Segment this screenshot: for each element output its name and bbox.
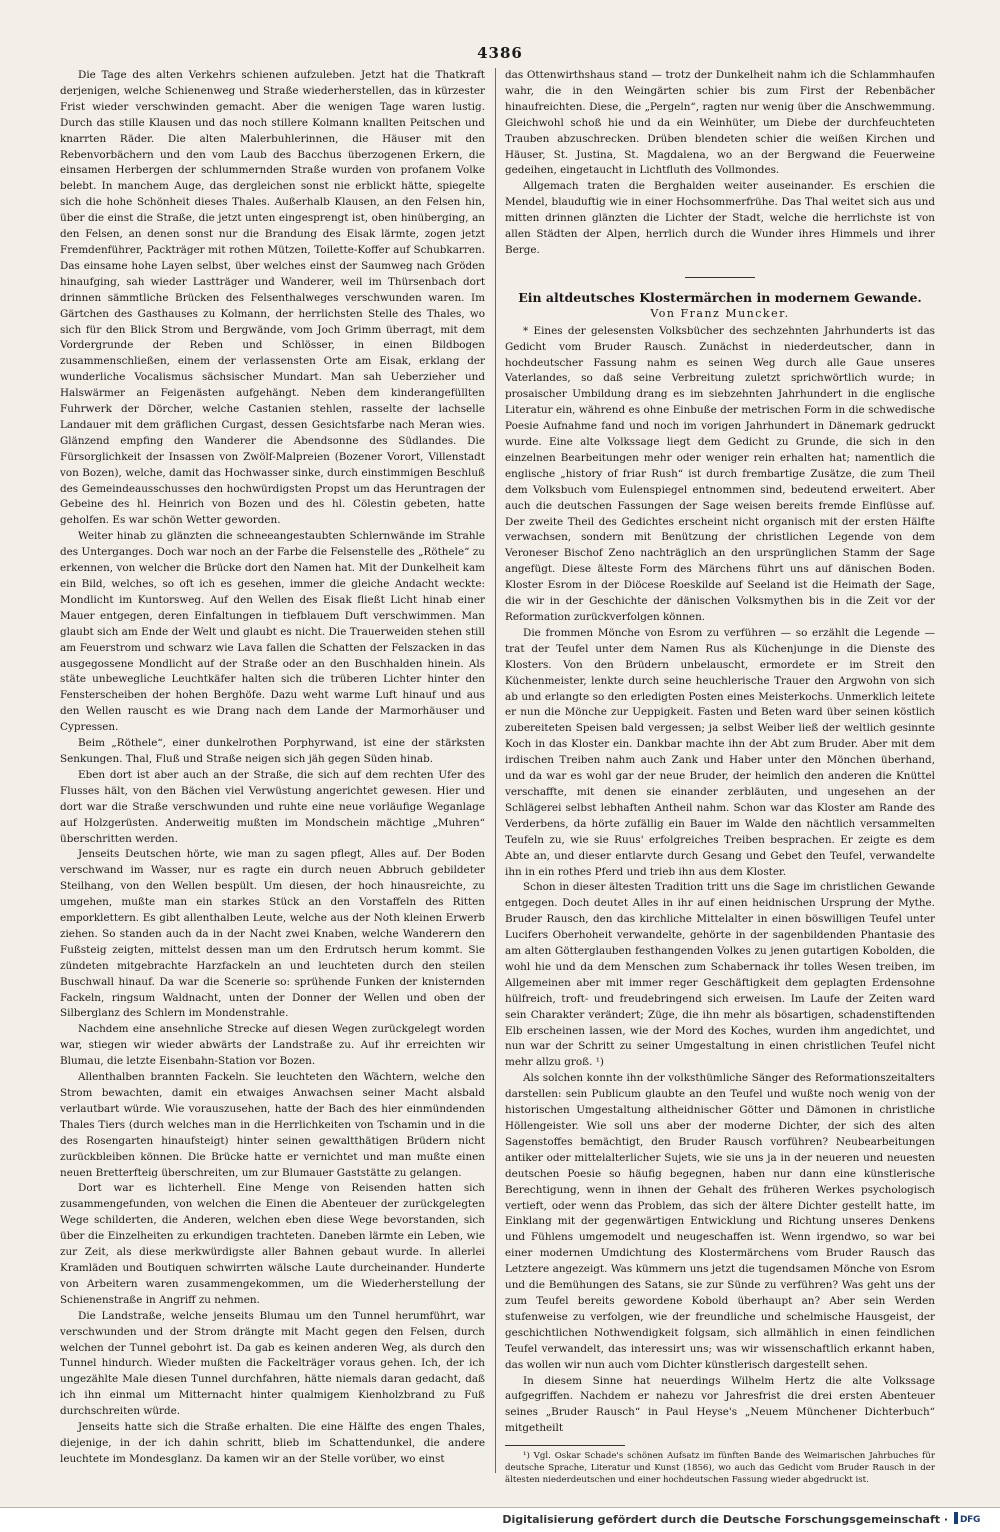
- paragraph: Allenthalben brannten Fackeln. Sie leuchteten den Wächtern, welche den Strom bewachten, damit ein etwaiges Anwachsen seiner Macht alsbald verlautbart würde. Wie vorauszusehen, hatte der Bach des hier einmündenden Thales Tiers (durch welches man in die Herrlichkeiten von Tschamin und in die des Rosengarten hinaufsteigt) hinter seinen gewaltthätigen Brüdern nicht zurückbleiben können. Die Brücke hatte er vernichtet und man mußte einen neuen Bretterfteig überschreiten, um zur Blumauer Gaststätte zu gelangen.: [60, 1071, 485, 1179]
- digitization-footer: [0, 1507, 1000, 1532]
- paragraph: Beim „Röthele“, einer dunkelrothen Porphyrwand, ist eine der stärksten Senkungen. Thal, Fluß und Straße neigen sich jäh gegen Süden hinab.: [60, 737, 485, 765]
- column-divider: [495, 68, 496, 1473]
- article-author: Von Franz Muncker.: [650, 306, 790, 320]
- paragraph: Dort war es lichterhell. Eine Menge von Reisenden hatten sich zusammengefunden, von welchen die Einen die Abenteuer der zurückgelegten Wege schilderten, die Anderen, welchen eben diese Wege bevorstanden, sich über die Einzelheiten zu erkundigen trachteten. Daneben lärmte ein Leben, wie zur Zeit, als diese merkwürdigste aller Bahnen gebaut wurde. In allerlei Kramläden und Boutiquen schwirrten wälsche Laute durcheinander. Hunderte von Arbeitern waren zusammengekommen, um die Wiederherstellung der Schienenstraße in Angriff zu nehmen.: [60, 1182, 485, 1306]
- footnote: ¹) Vgl. Oskar Schade's schönen Aufsatz im fünften Bande des Weimarischen Jahrbuches für deutsche Sprache, Literatur und Kunst (1856), wo auch das Gedicht vom Bruder Rausch in der ältesten niederdeutschen und einer hochdeutschen Fassung wieder abgedruckt ist.: [505, 1451, 935, 1486]
- paragraph: Jenseits hatte sich die Straße erhalten. Die eine Hälfte des engen Thales, diejenige, in der ich dahin schritt, blieb im Schattendunkel, die andere leuchtete im Mondesglanz. Da kamen wir an der Stelle vorüber, wo einst: [60, 1421, 485, 1465]
- left-column: [60, 68, 485, 1468]
- paragraph: Die Tage des alten Verkehrs schienen aufzuleben. Jetzt hat die Thatkraft derjenigen, welche Schienenweg und Straße wiederherstellen, das in kürzester Frist wieder verschwinden gemacht. Aber die wenigen Tage waren lustig. Durch das stille Klausen und das noch stillere Kolmann knallten Peitschen und knarrten Räder. Die alten Malerbuhlerinnen, die Häuser mit den Rebenvorbächern und den vom Laub des Bacchus überzogenen Erkern, die einsamen Herbergen der schlummernden Straße wurden von profanem Volke belebt. In manchem Auge, das dergleichen sonst nie erblickt hätte, spiegelte sich die hohe Schönheit dieses Thales. Außerhalb Klausen, an den Felsen hin, über die einst die Straße, die jetzt unten eingesprengt ist, oben hinüberging, an den Felsen, an denen sonst nur die Brandung des Eisak lärmte, zogen jetzt Fremdenführer, Packträger mit rothen Mützen, Toilette-Koffer auf Schubkarren. Das einsame hohe Layen selbst, über welches einst der Saumweg nach Gröden hinaufging, sah wieder Lastträger und Wanderer, weil im Thürsenbach dort drinnen sämmtliche Brücken des Felsenthalweges verschwunden waren. Im Gärtchen des Gasthauses zu Kolmann, der herrlichsten Stelle des Thales, wo sich für den Blick Strom und Bergwände, vom Joch Grimm überragt, mit dem Vordergrunde der Reben und Schlösser, in einen Bildbogen zusammenschließen, einem der verlassensten Orte am Eisak, erklang der wunderliche Vocalismus sächsischer Mundart. Man sah Ueberzieher und Halswärmer an Feigenästen aufgehängt. Neben dem kinderangefüllten Fuhrwerk der Dörcher, welche Castanien stehlen, rasselte der lachselle Landauer mit dem gräflichen Curgast, dessen Gesichtsfarbe nach Meran wies. Glänzend empfing den Wanderer die Abendsonne des Südlandes. Die Fürsorglichkeit der Insassen von Zwölf-Malpreien (Bozener Vorort, Villenstadt von Bozen), welche, damit das Hochwasser sinke, durch einstimmigen Beschluß des Gemeindeausschusses den hochwürdigsten Propst um das Heruntragen der Gebeine des hl. Heinrich von Bozen und des hl. Cölestin gebeten, hatte geholfen. Es war schön Wetter geworden.: [60, 69, 485, 527]
- article-title: Ein altdeutsches Klostermärchen in modernem Gewande.: [518, 289, 922, 305]
- paragraph: Allgemach traten die Berghalden weiter auseinander. Es erschien die Mendel, blauduftig wie in einer Hochsommerfrühe. Das Thal weitet sich aus und mitten drinnen glänzten die Lichter der Stadt, welche die herrlichste ist von allen Städten der Alpen, herrlich durch die Wunder ihres Himmels und ihrer Berge.: [505, 180, 935, 256]
- paragraph: In diesem Sinne hat neuerdings Wilhelm Hertz die alte Volkssage aufgegriffen. Nachdem er nahezu vor Jahresfrist die drei ersten Abenteuer seines „Bruder Rausch“ in Paul Heyse's „Neuem Münchener Dichterbuch“ mitgetheilt: [505, 1374, 935, 1435]
- paragraph: das Ottenwirthshaus stand — trotz der Dunkelheit nahm ich die Schlammhaufen wahr, die in den Weingärten schier bis zum First der Rebenbächer hinaufreichten. Diese, die „Pergeln“, ragten nur wenig über die Anschwemmung. Gleichwohl schoß hie und da ein Weinhüter, um Diebe der durchfeuchteten Trauben abzuschrecken. Drüben blendeten schier die weißen Kirchen und Häuser, St. Justina, St. Magdalena, wo an der Bergwand die Feuerweine gedeihen, eingetaucht in Lichtfluth des Vollmondes.: [505, 69, 935, 177]
- footnote-rule: [505, 1445, 625, 1446]
- paragraph: Die Landstraße, welche jenseits Blumau um den Tunnel herumführt, war verschwunden und der Strom drängte mit Macht gegen den Felsen, durch welchen der Tunnel gebohrt ist. Da gab es keinen anderen Weg, als durch den Tunnel hindurch. Wieder mußten die Fackelträger voraus gehen. Ich, der ich ungezählte Male diesen Tunnel durchfahren, hätte niemals daran gedacht, daß ich ihn einmal um Mitternacht hinter qualmigem Kienholzbrand zu Fuß durchschreiten würde.: [60, 1309, 485, 1418]
- paragraph: Jenseits Deutschen hörte, wie man zu sagen pflegt, Alles auf. Der Boden verschwand im Wasser, nur es ragte ein durch neuen Abbruch gebildeter Steilhang, von den Wellen bespült. Um diesen, der hoch hinausreichte, zu umgehen, mußte man ein starkes Stück an den Vorstaffeln des Ritten emporklettern. Es gibt allenthalben Leute, welche aus der Noth kleinen Erwerb ziehen. So standen auch da in der Nacht zwei Knaben, welche Wanderern den Fußsteig zeigten, mittelst dessen man um den Erdrutsch herum kommt. Sie zündeten mitgebrachte Harzfackeln an und leuchteten durch den steilen Buschwall hinauf. Da war die Scenerie so: sprühende Funken der knisternden Fackeln, ringsum Waldnacht, unten der Donner der Wellen und oben der Silberglanz des Schlern im Mondenstrahle.: [60, 848, 485, 1020]
- paragraph: * Eines der gelesensten Volksbücher des sechzehnten Jahrhunderts ist das Gedicht vom Bruder Rausch. Zunächst in niederdeutscher, dann in hochdeutscher Fassung nahm es seinen Weg durch alle Gaue unseres Vaterlandes, so daß seine Verbreitung zuletzt sprichwörtlich wurde; in prosaischer Umbildung drang es im siebzehnten Jahrhundert in die englische Literatur ein, während es ohne Einbuße der metrischen Form in die schwedische Poesie Aufnahme fand und noch im vorigen Jahrhundert in Dänemark gedruckt wurde. Eine alte Volkssage liegt dem Gedicht zu Grunde, die sich in den einzelnen Bearbeitungen mehr oder weniger rein erhalten hat; namentlich die englische „history of friar Rush“ ist durch frembartige Zusätze, die zum Theil dem Volksbuch vom Eulenspiegel entnommen sind, bedeutend erweitert. Aber auch die deutschen Fassungen der Sage weisen bereits fremde Einflüsse auf. Der zweite Theil des Gedichtes erscheint nicht organisch mit der ersten Hälfte verwachsen, sondern mit Benützung der christlichen Legende von dem Veroneser Bischof Zeno nachträglich an den ursprünglichen Stamm der Sage angefügt. Diese älteste Form des Märchens führt uns auf dänischen Boden. Kloster Esrom in der Diöcese Roeskilde auf Seeland ist die Heimath der Sage, die wir in der Geschichte der dänischen Volksmythen bis in die Zeit vor der Reformation zurückverfolgen können.: [505, 324, 935, 623]
- paragraph: Eben dort ist aber auch an der Straße, die sich auf dem rechten Ufer des Flusses hält, von den Bächen viel Verwüstung angerichtet gewesen. Hier und dort war die Straße verschwunden und ruhte eine neue vorläufige Weganlage auf Holzgerüsten. Anderweitig mußten im Mondschein mächtige „Muhren“ überschritten werden.: [60, 768, 485, 845]
- section-separator: [685, 277, 755, 278]
- dfg-logo-icon: [954, 1512, 988, 1527]
- dfg-credit: Digitalisierung gefördert durch die Deutsche Forschungsgemeinschaft ·: [502, 1513, 948, 1526]
- paragraph: Nachdem eine ansehnliche Strecke auf diesen Wegen zurückgelegt worden war, stiegen wir wieder abwärts der Landstraße zu. Auf ihr erreichten wir Blumau, die letzte Eisenbahn-Station vor Bozen.: [60, 1023, 485, 1068]
- dfg-logo-text: DFG: [960, 1515, 981, 1525]
- paragraph: Weiter hinab zu glänzten die schneeangestaubten Schlernwände im Strahle des Unterganges. Doch war noch an der Farbe die Felsenstelle des „Röthele“ zu erkennen, von welcher die Brücke dort den Namen hat. Mit der Dunkelheit kam ein Bild, welches, so oft ich es gesehen, immer die gleiche Andacht weckte: Mondlicht im Kuntorsweg. Auf den Wellen des Eisak fließt Licht hinab einer Mauer entgegen, deren Einfaltungen in tiefblauem Duft verschwimmen. Man glaubt sich am Ende der Welt und glaubt es nicht. Die Trauerweiden stehen still am Feuerstrom und schwarz wie Lava fallen die Schatten der Felszacken in das ausgegossene Mondlicht auf der Straße oder an den Buschhalden hinein. Als stäte unbewegliche Leuchtkäfer halten sich die trüberen Lichter hinter den Fensterscheiben der hohen Berghöfe. Dazu weht warme Luft hinauf und aus den Wellen rauscht es wie Drang nach dem Lande der Marmorhäuser und Cypressen.: [60, 530, 485, 734]
- paragraph: Als solchen konnte ihn der volksthümliche Sänger des Reformationszeitalters darstellen: sein Publicum glaubte an den Teufel und wußte noch wenig von der historischen Umgestaltung altheidnischer Götter und Dämonen in christliche Höllengeister. Wie soll uns aber der moderne Dichter, der sich des alten Sagenstoffes bemächtigt, den Bruder Rausch vorführen? Neubearbeitungen antiker oder mittelalterlicher Sujets, wie sie uns ja in der neueren und neuesten deutschen Poesie so häufig begegnen, haben nur dann eine künstlerische Berechtigung, wenn in ihnen der Gehalt des früheren Werkes psychologisch vertieft, oder wenn das Problem, das sich der ältere Dichter gestellt hatte, im Einklang mit der gegenwärtigen Entwicklung und Richtung unseres Denkens und Fühlens umgemodelt und neugeschaffen ist. Wenn irgendwo, so war bei einer modernen Umdichtung des Klostermärchens vom Bruder Rausch das Letztere angezeigt. Was kümmern uns jetzt die tugendsamen Mönche von Esrom und die Bemühungen des Satans, sie zur Sünde zu verführen? Was geht uns der zum Teufel bereits gewordene Kobold überhaupt an? Aber sein Werden stufenweise zu verfolgen, wie der freundliche und schelmische Hausgeist, der geschichtlichen Nothwendigkeit folgsam, sich allmählich in einen feindlichen Teufel verwandelt, das interessirt uns; was wir wissenschaftlich erkannt haben, das wollen wir nun auch vom Dichter künstlerisch dargestellt sehen.: [505, 1072, 935, 1371]
- right-column: [505, 68, 935, 1486]
- page-number: 4386: [477, 44, 523, 62]
- paragraph: Schon in dieser ältesten Tradition tritt uns die Sage im christlichen Gewande entgegen. Doch deutet Alles in ihr auf einen heidnischen Ursprung der Mythe. Bruder Rausch, den das kirchliche Mittelalter in einen böswilligen Teufel unter Lucifers Oberhoheit verwandelte, gehörte in der sagenbildenden Phantasie des am alten Götterglauben festhangenden Volkes zu jenen gutartigen Kobolden, die wohl hie und da dem Menschen zum Schabernack ihr tolles Wesen treiben, im Allgemeinen aber mit immer reger Geschäftigkeit dem geplagten Erdensohne hülfreich, troft- und freudebringend sich erweisen. Im Laufe der Zeiten ward sein Charakter verändert; Züge, die ihn mehr als bösartigen, schadenstiftenden Elb erscheinen lassen, wie der Mord des Koches, wurden ihm angedichtet, und nun war der Schritt zu seiner Umgestaltung in einen christlichen Teufel nicht mehr allzu groß. ¹): [505, 881, 935, 1069]
- paragraph: Die frommen Mönche von Esrom zu verführen — so erzählt die Legende — trat der Teufel unter dem Namen Rus als Küchenjunge in die Dienste des Klosters. Von den Brüdern unbelauscht, ermordete er im Streit den Küchenmeister, lenkte durch seine heuchlerische Trauer den Argwohn von sich ab und erlangte so den erledigten Posten eines Meisterkochs. Unmerklich leitete er nun die Mönche zur Ueppigkeit. Fasten und Beten ward über seinen köstlich zubereiteten Speisen bald vergessen; ja selbst Weiber ließ der weltlich gesinnte Koch in das Kloster ein. Dankbar machte ihn der Abt zum Bruder. Aber mit dem irdischen Treiben nahm auch Zank und Haber unter den Mönchen überhand, und da war es wohl gar der neue Bruder, der heimlich den anderen die Knüttel verschaffte, mit denen sie einander zerbläuten, und ungesehen an der Schlägerei selbst lebhaften Antheil nahm. Schon war das Kloster am Rande des Verderbens, da hörte zufällig ein Bauer im Walde den nächtlich versammelten Teufeln zu, wie sie Ruus' erfolgreiches Treiben besprachen. Er zeigte es dem Abte an, und dieser entlarvte durch Gesang und Gebet den Teufel, verwandelte ihn in ein rothes Pferd und trieb ihn aus dem Kloster.: [505, 626, 935, 878]
